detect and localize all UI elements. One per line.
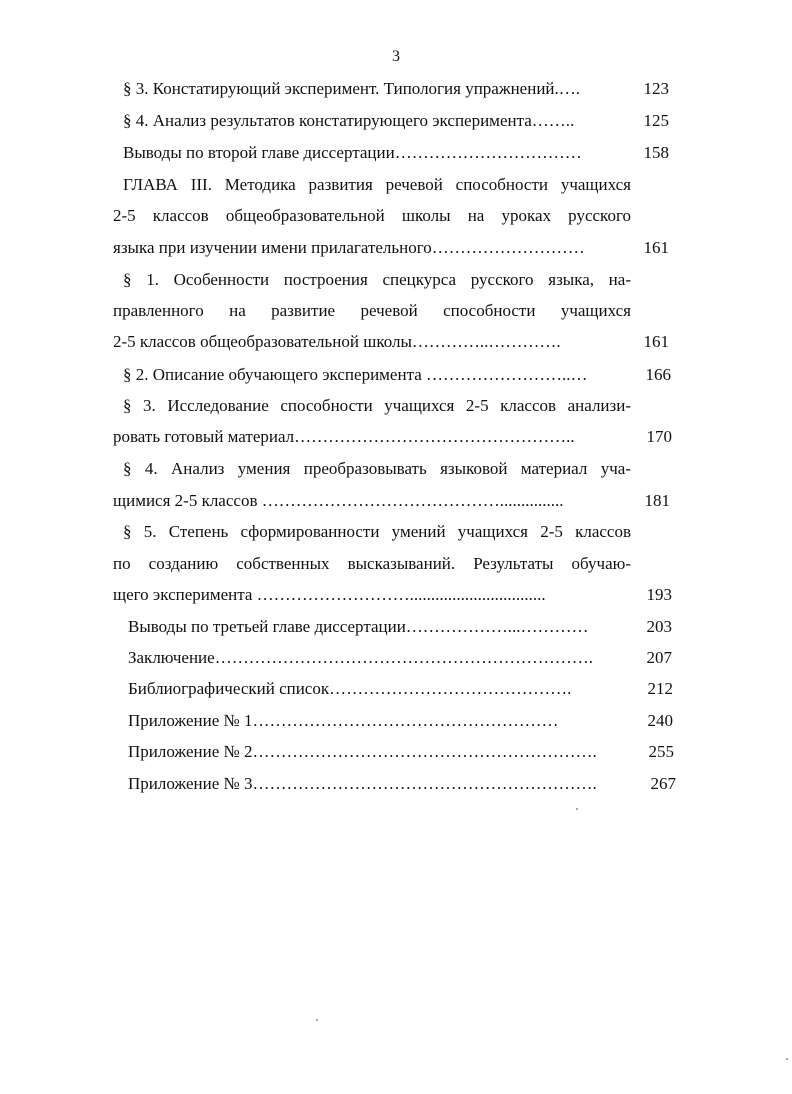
scan-speck [786,1058,788,1060]
toc-entry-page: 125 [643,111,669,130]
toc-entry-text: щего эксперимента ………………………................................ [113,585,546,604]
toc-entry-text: Приложение № 1……………………………………………… [128,711,559,730]
toc-entry-line: § 1. Особенности построения спецкурса русского языка, на- [123,270,631,289]
toc-entry-text: Библиографический список……………………………………. [128,679,572,698]
toc-entry-page: 161 [643,238,669,257]
toc-entry-text: Выводы по третьей главе диссертации………………...………… [128,617,589,636]
toc-entry-page: 123 [643,79,669,98]
toc-entry-page: 161 [643,332,669,351]
toc-entry-text: Приложение № 3……………………………………………………. [128,774,597,793]
toc-entry-line: ГЛАВА III. Методика развития речевой способности учащихся [123,175,631,194]
toc-entry-page: 255 [648,742,674,761]
scan-speck [316,1019,318,1021]
scan-speck [576,808,578,810]
toc-entry-page: 207 [646,648,672,667]
toc-entry-page: 181 [644,491,670,510]
toc-entry-page: 170 [646,427,672,446]
toc-entry-text: § 4. Анализ результатов констатирующего эксперимента…….. [123,111,575,130]
toc-entry-line: § 5. Степень сформированности умений учащихся 2-5 классов [123,522,631,541]
toc-entry-page: 203 [646,617,672,636]
page-number: 3 [392,48,400,65]
toc-entry-text: щимися 2-5 классов ……………………………………............... [113,491,564,510]
toc-entry-page: 193 [646,585,672,604]
toc-entry-text: Выводы по второй главе диссертации…………………………… [123,143,582,162]
toc-entry-page: 240 [647,711,673,730]
toc-entry-page: 212 [647,679,673,698]
toc-entry-line: § 3. Исследование способности учащихся 2-5 классов анализи- [123,396,631,415]
toc-entry-line: § 4. Анализ умения преобразовывать языковой материал уча- [123,459,631,478]
toc-entry-line: 2-5 классов общеобразовательной школы на уроках русского [113,206,631,225]
toc-entry-page: 158 [643,143,669,162]
toc-entry-page: 267 [650,774,676,793]
toc-entry-text: языка при изучении имени прилагательного……………………… [113,238,585,257]
toc-entry-text: § 3. Констатирующий эксперимент. Типология упражнений.…. [123,79,581,98]
toc-entry-text: § 2. Описание обучающего эксперимента ……………………..… [123,365,588,384]
toc-entry-page: 166 [645,365,671,384]
toc-entry-text: 2-5 классов общеобразовательной школы…………..…………. [113,332,561,351]
toc-entry-text: Заключение…………………………………………………………. [128,648,593,667]
toc-entry-text: Приложение № 2……………………………………………………. [128,742,597,761]
toc-entry-line: по созданию собственных высказываний. Результаты обучаю- [113,554,631,573]
toc-entry-text: ровать готовый материал………………………………………….. [113,427,575,446]
toc-entry-line: правленного на развитие речевой способности учащихся [113,301,631,320]
